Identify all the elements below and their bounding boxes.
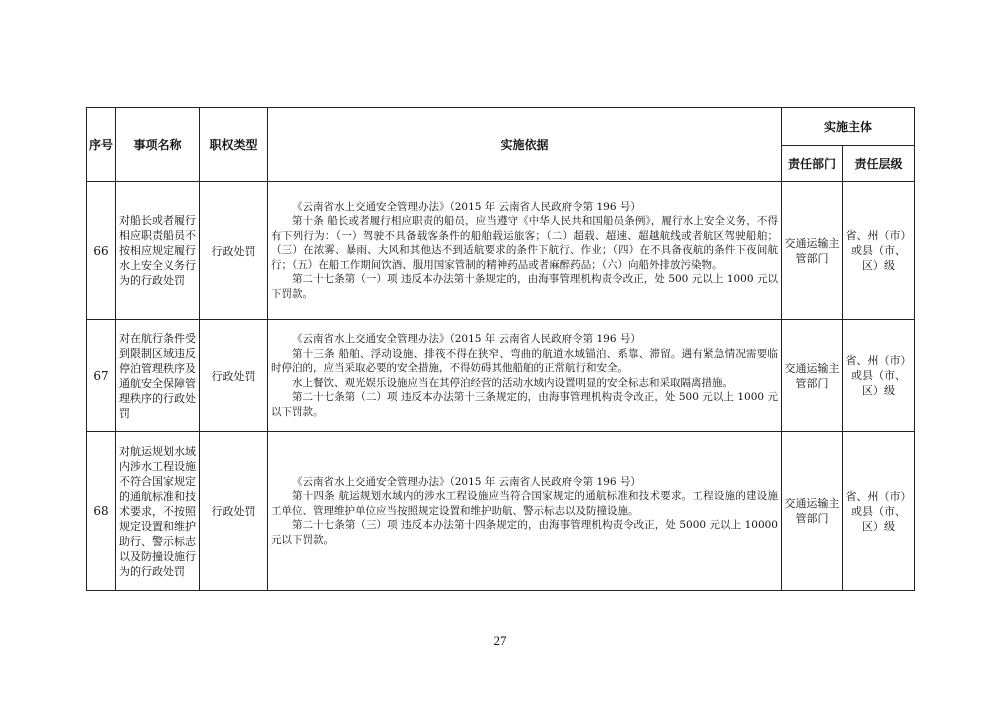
- basis-paragraph: 第二十七条第（二）项 违反本办法第十三条规定的，由海事管理机构责令改正，处 500 元以上 1000 元以下罚款。: [271, 391, 778, 418]
- responsible-dept: 交通运输主管部门: [782, 320, 843, 432]
- row-number: 67: [87, 320, 116, 432]
- basis-paragraph: 水上餐饮、观光娱乐设施应当在其停泊经营的活动水域内设置明显的安全标志和采取隔离措施。: [292, 376, 733, 389]
- table-row: [87, 182, 915, 320]
- power-type: 行政处罚: [200, 182, 268, 320]
- item-name: 对船长或者履行相应职责船员不按相应规定履行水上安全义务行为的行政处罚: [116, 182, 200, 320]
- basis-paragraph: 《云南省水上交通安全管理办法》（2015 年 云南省人民政府令第 196 号）: [292, 333, 641, 345]
- basis-paragraph: 第十四条 航运规划水域内的涉水工程设施应当符合国家规定的通航标准和技术要求。工程设施的建设施工单位、管理维护单位应当按照规定设置和维护助航、警示标志以及防撞设施。: [271, 490, 778, 517]
- responsible-dept: 交通运输主管部门: [782, 182, 843, 320]
- header-dept: 责任部门: [782, 146, 843, 182]
- basis-paragraph: 第十三条 船舶、浮动设施、排筏不得在狭窄、弯曲的航道水域锚泊、系靠、滞留。遇有紧急情况需要临时停泊的，应当采取必要的安全措施，不得妨碍其他船舶的正常航行和安全。: [271, 347, 778, 374]
- basis-paragraph: 第二十七条第（一）项 违反本办法第十条规定的，由海事管理机构责令改正，处 500 元以上 1000 元以下罚款。: [271, 273, 778, 300]
- responsible-level: 省、州（市）或县（市、区）级: [843, 320, 915, 432]
- header-no: 序号: [87, 108, 116, 182]
- power-type: 行政处罚: [200, 320, 268, 432]
- legal-basis: [268, 432, 782, 591]
- header-basis: 实施依据: [268, 108, 782, 182]
- responsible-dept: 交通运输主管部门: [782, 432, 843, 591]
- item-name: 对航运规划水域内涉水工程设施不符合国家规定的通航标准和技术要求，不按照规定设置和维护助行、警示标志以及防撞设施行为的行政处罚: [116, 432, 200, 591]
- item-name: 对在航行条件受到限制区域违反停泊管理秩序及通航安全保障管理秩序的行政处罚: [116, 320, 200, 432]
- row-number: 68: [87, 432, 116, 591]
- power-type: 行政处罚: [200, 432, 268, 591]
- basis-paragraph: 《云南省水上交通安全管理办法》（2015 年 云南省人民政府令第 196 号）: [292, 475, 641, 488]
- basis-paragraph: 第十条 船长或者履行相应职责的船员，应当遵守《中华人民共和国船员条例》，履行水上安全义务，不得有下列行为：（一）驾驶不具备载客条件的船舶载运旅客；（二）超载、超速、超越航线或者航区驾驶船舶；（三）在浓雾、暴雨、大风和其他达不到适航要求的条件下航行、作业；（四）在不具备夜航的条件下夜间航行；（五）在船工作期间饮酒、服用国家管制的精神药品或者麻醉药品；（六）向船外排放污染物。: [271, 215, 778, 271]
- table-row: [87, 432, 915, 591]
- page-number: 27: [493, 633, 507, 648]
- regulation-table: [86, 107, 915, 591]
- basis-paragraph: 第二十七条第（三）项 违反本办法第十四条规定的，由海事管理机构责令改正，处 5000 元以上 10000 元以下罚款。: [271, 519, 778, 546]
- header-level: 责任层级: [843, 146, 915, 182]
- header-subject: 实施主体: [782, 108, 915, 146]
- responsible-level: 省、州（市）或县（市、区）级: [843, 182, 915, 320]
- table-row: [87, 320, 915, 432]
- basis-paragraph: 《云南省水上交通安全管理办法》（2015 年 云南省人民政府令第 196 号）: [292, 200, 641, 213]
- header-type: 职权类型: [200, 108, 268, 182]
- legal-basis: [268, 182, 782, 320]
- header-name: 事项名称: [116, 108, 200, 182]
- responsible-level: 省、州（市）或县（市、区）级: [843, 432, 915, 591]
- legal-basis: [268, 320, 782, 432]
- row-number: 66: [87, 182, 116, 320]
